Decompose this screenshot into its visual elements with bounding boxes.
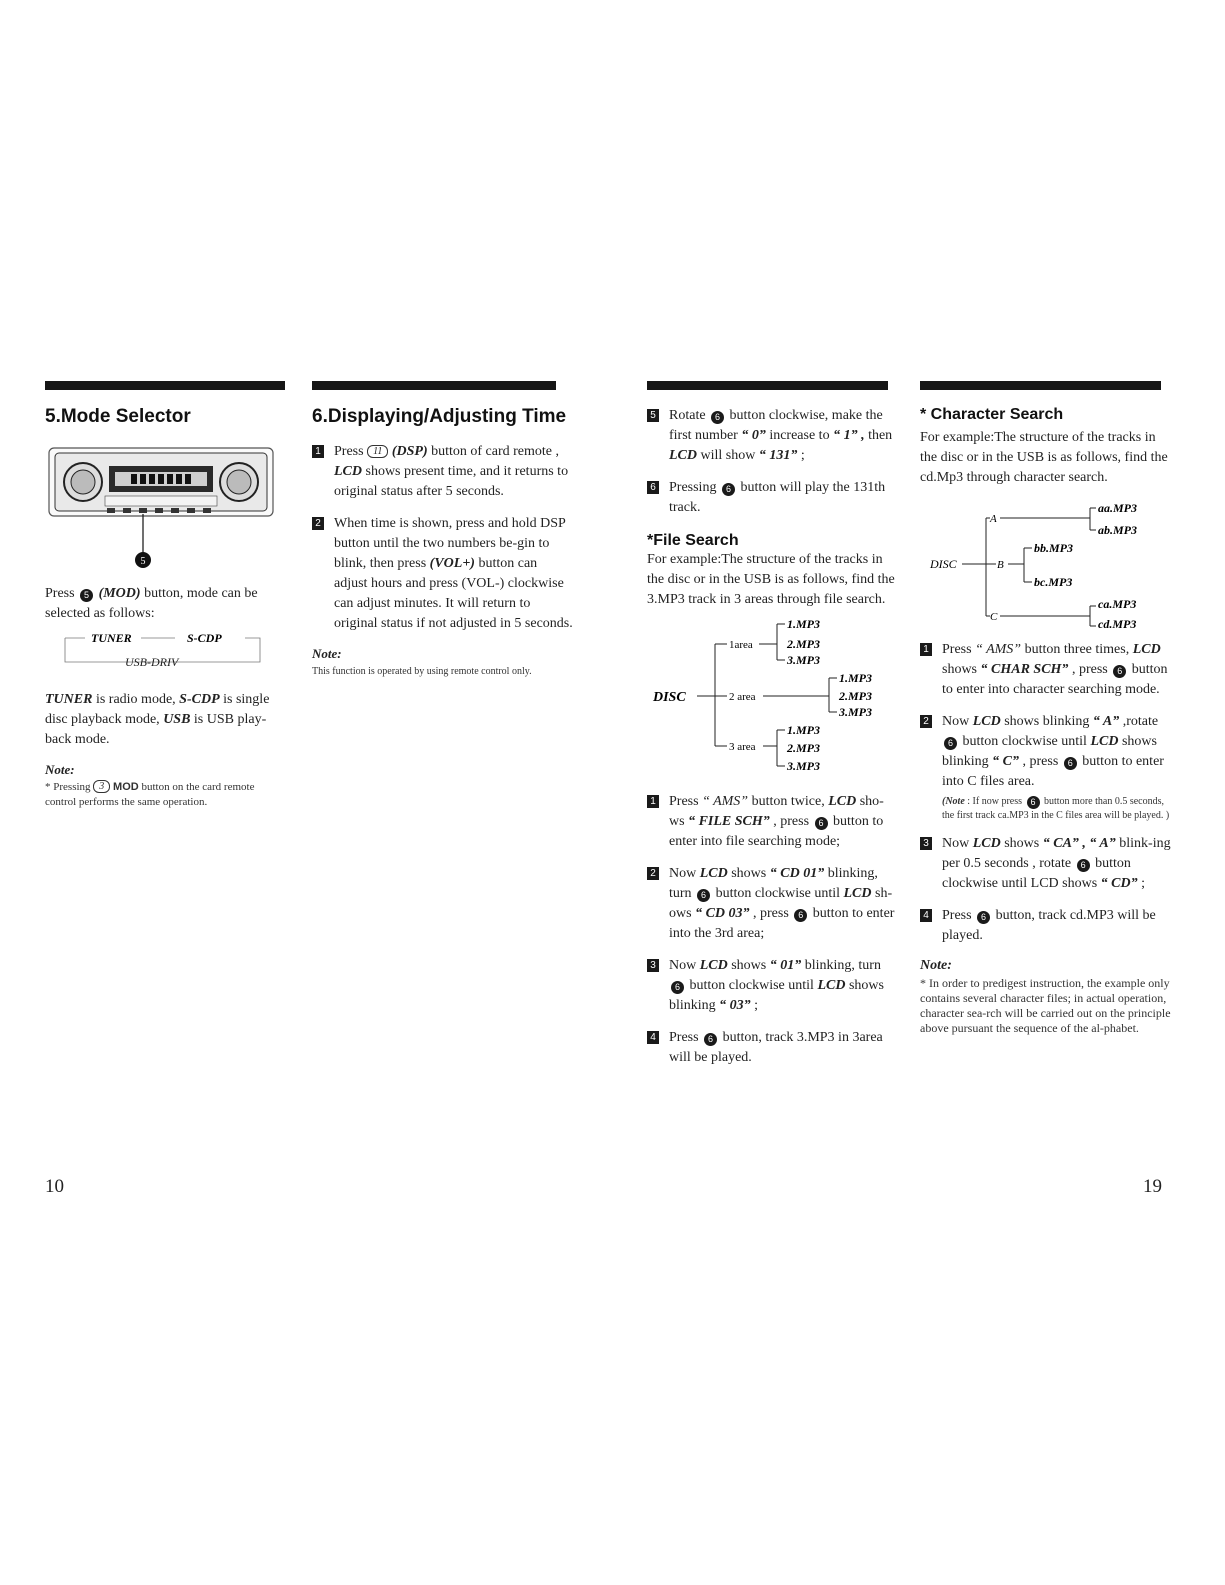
- char-tree-file: ab.MP3: [1098, 523, 1137, 537]
- char-step-2: 2 Now LCD shows blinking “ A” ,rotate 6 button clockwise until LCD shows blinking “ C” , press 6 button to enter into C files area. (Note : If now press 6 button more than 0.5 seconds, the first track ca.MP3 in the C files area will be played. ): [920, 712, 1175, 822]
- display-time-section: [312, 381, 574, 679]
- char-tree-root: DISC: [930, 557, 957, 571]
- play-step-6: 6 Pressing 6 button will play the 131th track.: [647, 478, 899, 518]
- mode-selector-section: [45, 381, 285, 810]
- tree-file: 1.MP3: [839, 671, 872, 685]
- char-tree-folder: B: [997, 559, 1004, 571]
- character-search-intro: For example:The structure of the tracks in the disc or in the USB is as follows, find the cd.Mp3 through character search.: [920, 430, 1168, 485]
- char-note-label: Note:: [920, 958, 952, 973]
- time-note: This function is operated by using remote control only.: [312, 666, 532, 677]
- file-step-4: 4 Press 6 button, track 3.MP3 in 3area will be played.: [647, 1028, 899, 1068]
- page-number-left: 10: [45, 1176, 64, 1197]
- character-tree-diagram: [920, 498, 1172, 628]
- tree-file: 2.MP3: [787, 637, 820, 651]
- tree-file: 3.MP3: [787, 653, 820, 667]
- callout-number: 5: [140, 556, 146, 567]
- time-note-label: Note:: [312, 646, 342, 661]
- section-bar: [312, 381, 556, 390]
- file-search-title: *File Search: [647, 532, 739, 549]
- tree-file: 1.MP3: [787, 617, 820, 631]
- mode-note-label: Note:: [45, 762, 75, 777]
- mod-button-icon: 5: [80, 589, 93, 602]
- char-note: * In order to predigest instruction, the example only contains several character files; in actual operation, character sea-rch will be carried out on the principle above pursuant the sequence of the al-phabet.: [920, 976, 1171, 1035]
- char-step-4: 4 Press 6 button, track cd.MP3 will be played.: [920, 906, 1175, 946]
- file-step-1: 1 Press “ AMS” button twice, LCD sho-ws “ FILE SCH” , press 6 button to enter into file searching mode;: [647, 792, 899, 852]
- flow-tuner: TUNER: [91, 632, 132, 645]
- tree-file: 2.MP3: [787, 741, 820, 755]
- rotate-step-5: 5 Rotate 6 button clockwise, make the first number “ 0” increase to “ 1” , then LCD will show “ 131” ;: [647, 406, 899, 466]
- file-search-intro: For example:The structure of the tracks in the disc or in the USB is as follows, find the 3.MP3 track in 3 areas through file search.: [647, 552, 895, 607]
- time-step-2: 2 When time is shown, press and hold DSP button until the two numbers be-gin to blink, then press (VOL+) button can adjust hours and press (VOL-) clockwise can adjust minutes. It will return to original status if not adjusted in 5 seconds.: [312, 514, 574, 634]
- char-tree-file: bb.MP3: [1034, 541, 1073, 555]
- mode-selector-title: 5.Mode Selector: [45, 406, 191, 427]
- file-step-3: 3 Now LCD shows “ 01” blinking, turn 6 button clockwise until LCD shows blinking “ 03” ;: [647, 956, 899, 1016]
- char-step-1: 1 Press “ AMS” button three times, LCD shows “ CHAR SCH” , press 6 button to enter into character searching mode.: [920, 640, 1175, 700]
- remote-key-3: 3: [93, 780, 110, 793]
- section-bar: [45, 381, 285, 390]
- tree-area-1: 1area: [729, 639, 753, 651]
- mode-note: * Pressing 3 MOD button on the card remote control performs the same operation.: [45, 781, 255, 808]
- mode-description: TUNER is radio mode, S-CDP is single disc playback mode, USB is USB play-back mode.: [45, 692, 270, 747]
- tree-file: 1.MP3: [787, 723, 820, 737]
- file-search-column: [647, 381, 899, 1080]
- flow-usb: USB-DRIV: [125, 655, 179, 669]
- flow-scdp: S-CDP: [187, 632, 222, 645]
- char-tree-folder: A: [990, 513, 997, 525]
- char-tree-folder: C: [990, 611, 998, 623]
- char-step-3: 3 Now LCD shows “ CA” , “ A” blink-ing per 0.5 seconds , rotate 6 button clockwise until LCD shows “ CD” ;: [920, 834, 1175, 894]
- char-tree-file: aa.MP3: [1098, 501, 1137, 515]
- file-step-2: 2 Now LCD shows “ CD 01” blinking, turn 6 button clockwise until LCD sh-ows “ CD 03” , press 6 button to enter into the 3rd area;: [647, 864, 899, 944]
- char-tree-file: ca.MP3: [1098, 597, 1137, 611]
- tree-file: 3.MP3: [839, 705, 872, 719]
- char-tree-file: bc.MP3: [1034, 575, 1073, 589]
- mode-flow-diagram: [45, 632, 285, 676]
- tree-file: 2.MP3: [839, 689, 872, 703]
- char-tree-file: cd.MP3: [1098, 617, 1137, 628]
- car-stereo-illustration: [45, 442, 277, 572]
- section-bar: [647, 381, 888, 390]
- tree-area-2: 2 area: [729, 691, 756, 703]
- char-step-2-note: (Note : If now press 6 button more than 0.5 seconds, the first track ca.MP3 in the C files area will be played. ): [942, 796, 1170, 821]
- time-step-1: 1 Press 11 (DSP) button of card remote , LCD shows present time, and it returns to original status after 5 seconds.: [312, 442, 574, 502]
- character-search-column: [920, 381, 1175, 1036]
- tree-area-3: 3 area: [729, 741, 756, 753]
- tree-file: 3.MP3: [787, 759, 820, 773]
- section-bar: [920, 381, 1161, 390]
- file-tree-diagram: [647, 616, 899, 776]
- character-search-title: * Character Search: [920, 406, 1064, 423]
- dsp-key: 11: [367, 445, 388, 458]
- mode-paragraph: Press 5 (MOD) button, mode can be selected as follows:: [45, 586, 258, 621]
- page-number-right: 19: [1143, 1176, 1162, 1197]
- tree-root: DISC: [653, 690, 686, 705]
- display-time-title: 6.Displaying/Adjusting Time: [312, 406, 567, 427]
